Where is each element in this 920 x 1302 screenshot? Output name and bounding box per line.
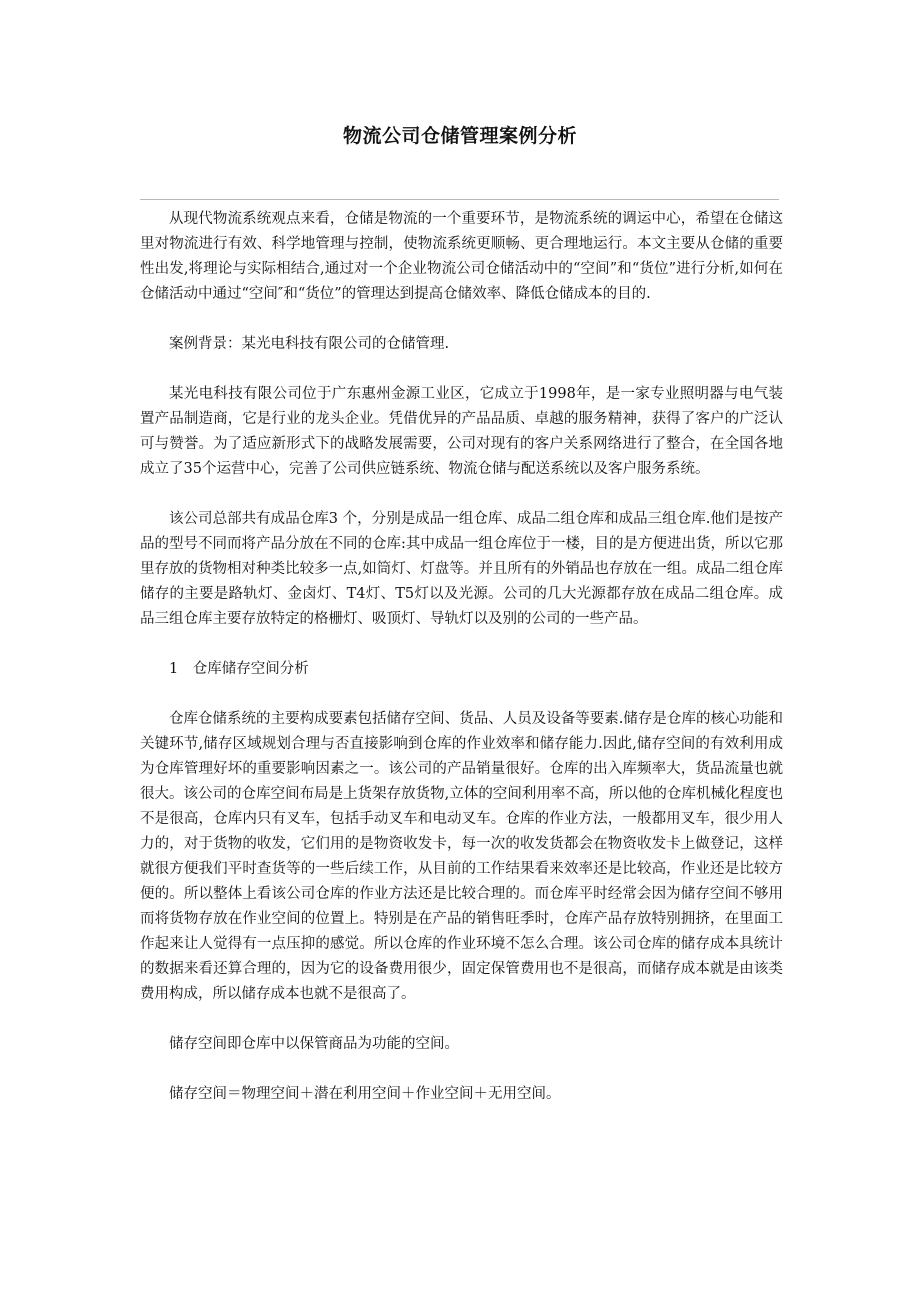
paragraph-storage-analysis: 仓库仓储系统的主要构成要素包括储存空间、货品、人员及设备等要素.储存是仓库的核心功能和关键环节,储存区域规划合理与否直接影响到仓库的作业效率和储存能力.因此,储存空间的有效利用成为仓库管理好坏的重要影响因素之一。该公司的产品销量很好。仓库的出入库频率大，货品流量也就很大。该公司的仓库空间布局是上货架存放货物,立体的空间利用率不高，所以他的仓库机械化程度也不是很高，仓库内只有叉车，包括手动叉车和电动叉车。仓库的作业方法，一般都用叉车，很少用人力的，对于货物的收发，它们用的是物资收发卡，每一次的收发货都会在物资收发卡上做登记，这样就很方便我们平时查货等的一些后续工作，从目前的工作结果看来效率还是比较高，作业还是比较方便的。所以整体上看该公司仓库的作业方法还是比较合理的。而仓库平时经常会因为储存空间不够用而将货物存放在作业空间的位置上。特别是在产品的销售旺季时，仓库产品存放特别拥挤，在里面工作起来让人觉得有一点压抑的感觉。所以仓库的作业环境不怎么合理。该公司仓库的储存成本具统计的数据来看还算合理的，因为它的设备费用很少，固定保管费用也不是很高，而储存成本就是由该类费用构成，所以储存成本也就不是很高了。 bbox=[140, 711, 783, 1002]
paragraph-storage-definition: 储存空间即仓库中以保管商品为功能的空间。 bbox=[169, 1036, 459, 1052]
paragraph-case-background: 案例背景：某光电科技有限公司的仓储管理. bbox=[169, 336, 450, 352]
document-body bbox=[140, 207, 783, 1132]
paragraph-warehouses: 该公司总部共有成品仓库3 个，分别是成品一组仓库、成品二组仓库和成品三组仓库.他们是按产品的型号不同而将产品分放在不同的仓库:其中成品一组仓库位于一楼，目的是方便进出货，所以它那里存放的货物相对种类比较多一点,如筒灯、灯盘等。并且所有的外销品也存放在一组。成品二组仓库储存的主要是路轨灯、金卤灯、T4灯、T5灯以及光源。公司的几大光源都存放在成品二组仓库。成品三组仓库主要存放特定的格栅灯、吸顶灯、导轨灯以及别的公司的一些产品。 bbox=[140, 511, 783, 627]
paragraph-intro: 从现代物流系统观点来看，仓储是物流的一个重要环节，是物流系统的调运中心，希望在仓储这里对物流进行有效、科学地管理与控制，使物流系统更顺畅、更合理地运行。本文主要从仓储的重要性出发,将理论与实际相结合,通过对一个企业物流公司仓储活动中的“空间”和“货位”进行分析,如何在仓储活动中通过“空间″和“货位”的管理达到提高仓储效率、降低仓储成本的目的. bbox=[140, 211, 783, 302]
paragraph-storage-formula: 储存空间＝物理空间＋潜在利用空间＋作业空间＋无用空间。 bbox=[169, 1086, 561, 1102]
paragraph-company-profile: 某光电科技有限公司位于广东惠州金源工业区，它成立于1998年，是一家专业照明器与电气装置产品制造商，它是行业的龙头企业。凭借优异的产品品质、卓越的服务精神，获得了客户的广泛认可与赞誉。为了适应新形式下的战略发展需要，公司对现有的客户关系网络进行了整合，在全国各地成立了35个运营中心，完善了公司供应链系统、物流仓储与配送系统以及客户服务系统。 bbox=[140, 386, 783, 477]
title-divider bbox=[140, 199, 779, 200]
document-title: 物流公司仓储管理案例分析 bbox=[342, 125, 577, 147]
section-heading-1: 1 仓库储存空间分析 bbox=[169, 661, 309, 677]
